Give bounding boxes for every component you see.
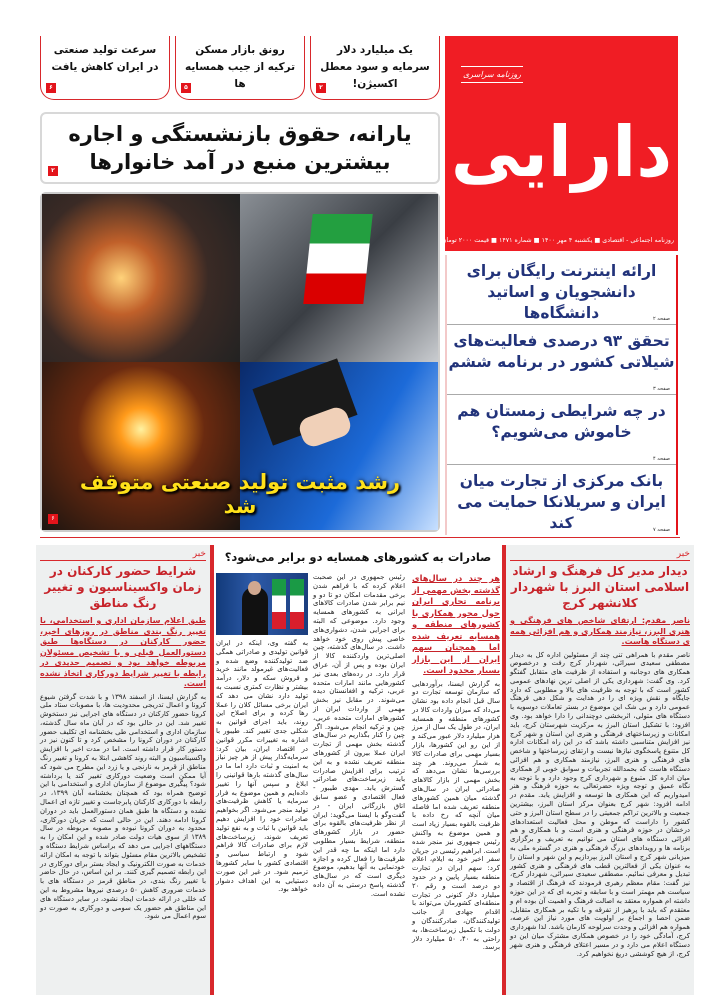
president-photo: [216, 573, 308, 635]
headline-text: بانک مرکزی از تجارت میان ایران و سریلانکا حمایت می کند: [457, 472, 666, 532]
page-number: ۲: [48, 166, 58, 176]
page-ref: صفحه ۲: [653, 316, 670, 322]
page-ref: صفحه ۴: [653, 456, 670, 462]
section-label: خبر: [510, 548, 690, 561]
teaser-title: سرعت تولید صنعتی در ایران کاهش یافت: [51, 44, 159, 73]
main-photo[interactable]: [40, 192, 440, 532]
headline-text: ارائه اینترنت رایگان برای دانشجویان و اساتید دانشگاه‌ها: [466, 262, 657, 322]
teaser-title: یک میلیارد دلار سرمایه و سود معطل اکسیژن!: [320, 44, 430, 90]
headline-text: در چه شرایطی زمستان هم خاموش می‌شویم؟: [457, 402, 666, 441]
article-lead: طبق اعلام سازمان اداری و استخدامی، با تغییر رنگ بندی مناطق در روزهای اخیر، حضور کارکنان در دستگاه‌ها طبق دستورالعمل قبلی و با تشخیص مسئولان مربوطه خواهد بود و تصمیم جدیدی در رابطه با تغییر شرایط دورکاری اتخاذ نشده است.: [40, 616, 206, 688]
article-lead: ناصر مقدم: ارتقای شاخص های فرهنگی و هنری البرز، نیازمند همکاری و هم افزائی همه ی دستگاه هاست.: [510, 616, 690, 646]
page-number: ۶: [48, 514, 58, 524]
article-body: به گزارش ایسنا، برآوردهایی که سازمان توسعه تجارت دو سال قبل انجام داده بود نشان می‌داد که میزان واردات کالا در کشورهای منطقه و همسایه ایران، در طول یک سال از مرز هزار میلیارد دلار عبور می‌کند و از این رو این کشورها، بازار بسیار مهمی برای صادرات کالا به شمار می‌روند. هر چند بررسی‌ها نشان می‌دهد که بخش مهمی از بازار کالاهای صادراتی ایران در سال‌های گذشته میان همین کشورهای منطقه تعریف شده اما فاصله میان آنچه که رخ داده با ظرفیت بالقوه بسیار زیاد است و همین موضوع به واکنش رئیس جمهوری نیز منجر شده است. ابراهیم رئیسی در جریان سفر اخیر خود به ایلام، اعلام کرد: سهم ایران در تجارت منطقه بسیار پایین و در حدود دو درصد است و رقم ۲۰ میلیارد دلار کنونی در تجارت منطقه‌ای کشورمان می‌تواند با اقدام جهادی از جانب تولیدکنندگان، صادرکنندگان و دولت با تکمیل زیرساخت‌ها، به راحتی به ۴۰، ۵۰ میلیارد دلار برسد.: [411, 679, 500, 952]
article-title[interactable]: صادرات به کشورهای همسایه دو برابر می‌شود؟: [224, 550, 492, 564]
article-title[interactable]: دیدار مدیر کل فرهنگ و ارشاد اسلامی استان البرز با شهردار کلانشهر کرج: [510, 564, 690, 610]
article-body: به گفته وی، اینکه در ایران قوانین تولیدی و صادراتی همگی ضد تولیدکننده وضع شده و فعالیت‌های غیرمولد مانند خرید و فروش سکه و دلار، درآمد بیشتر و نظارت کمتری نسبت به تولید دارد نشان می دهد که ایران برخی مسائل کلان را عملا رها کرده و برای اصلاح این روند، باید اجرای قوانین به شکلی جدی تغییر کند. طیبور با اشاره به تغییرات مکرر قوانین در اقتصاد ایران، بیان کرد: سرمایه‌گذار پیش از هر چیز نیاز به امنیت و ثبات دارد اما ما در سال‌های گذشته بارها قوانینی را ابلاغ و سپس آنها را تغییر داده‌ایم و همین موضوع به فرار سرمایه یا کاهش ظرفیت‌های تولید منجر می‌شود. اگر بخواهیم صادرات خود را افزایش دهیم باید قوانین با ثبات و به نفع تولید تعریف شوند، زیرساخت‌های لازم برای صادرات کالا فراهم شود و ارتباط سیاسی و اقتصادی کشور با سایر کشورها ترمیم شود. در غیر این صورت دستیابی به این اهداف دشوار خواهد بود.: [216, 639, 308, 894]
section-label: خبر: [40, 548, 206, 561]
article-body: ناصر مقدم با همراهی تنی چند از مسئولین اداره کل به دیدار مصطفی سعیدی سیرائی، شهردار کرج رفت و درخصوص همکاری های دوجانبه و استفاده از ظرفیت های متقابل گفتگو کرد. وی گفت: شهرداری یکی از اصلی ترین نهادهای عمومی کشور است که با توجه به ظرفیت های بالا و مطلوبی که دارد جایگاه و نقش ویژه ای را در هدایت و شکل دهی فرهنگ عمومی دارد و بی شک این موضوع در بستر تعاملات دوسویه با دستگاه های متولی، اثربخشی دوچندانی را دارا خواهد بود. وی افزود: با تشکیل استان البرز به مرکزیت شهرستان کرج، باید امکانات و زیرساختهای فرهنگی و هنری این استان و شهر کرج نیز افزایش متناسبی داشته باشد که در این راه امکانات اداره کل متنوع پاسخگوی نیازها نیست و ارتقای زیرساختها و شاخص های فرهنگی و هنری البرز، نیازمند همکاری و هم افزائی دستگاه هاست که بحمدالله تجربیات و سوابق خوبی از همکاری میان اداره کل متبوع و شهرداری کرج وجود دارد و با توجه به نگاه عمیق و توجه ویژه حضرتعالی به حوزه فرهنگ و هنر امیدواریم که این همکاری ها توسعه و افزایش یابد. مقدم در ادامه افزود: شهر کرج بعنوان مرکز استان البرز، بیشترین جمعیت و بالاترین تراکم جمعیتی را در سطح استان البرز و حتی کشور را داراست که موطن و محل فعالیت استعدادهای درخشان در حوزه فرهنگی و هنری است و با همکاری و هم افزائی دستگاه های استان می توانیم به تعریف و برگزاری برنامه ها و رویدادهای بزرگ فرهنگی و هنری در گستره ملی به میزبانی شهر کرج و استان البرز بپردازیم و این شهر و استان را به عنوان یکی از فعالترین قطب های فرهنگی و هنری کشور تبدیل و معرفی نمائیم. مصطفی سعیدی سیرائی، شهردار کرج، نیز گفت: مقام معظم رهبری فرمودند که فرهنگ از اقتصاد و سیاست هم مهمتر است و با سابقه و تجربه ای که در این حوزه داشته ام همواره معتقد به اصالت فرهنگ و اهمیت آن بوده ام و معتقدم که باید با پرهیز از تفرقه و با تکیه بر همکاری متقابل، ضمن احصا و اجماع بر اولویت های مورد نیاز این عرصه، همواره هم افزائی و وحدت سرلوحه کارمان باشد. لذا شهرداری کرج، آمادگی خود را در خصوص همکاری مشترک میان این دو دستگاه اعلام می دارد و در مسیر اعتلای فرهنگی و هنری شهر کرج، از هیچ کوششی دریغ نخواهیم کرد.: [510, 650, 690, 958]
masthead-logo: [441, 36, 678, 251]
page-ref: صفحه ۳: [653, 386, 670, 392]
newspaper-name: دارایی: [450, 111, 673, 193]
flag-image: [240, 194, 438, 362]
tagline: روزنامه سراسری: [461, 66, 523, 83]
teaser-3[interactable]: [40, 36, 170, 100]
issue-meta: روزنامه اجتماعی - اقتصادی ■ یکشنبه ۴ مهر ۱۴۰۰ ■ شماره ۱۴۷۱ ■ قیمت ۲۰۰۰ تومان: [441, 237, 674, 244]
page-ref: صفحه ۷: [653, 527, 670, 533]
headline-text: تحقق ۹۳ درصدی فعالیت‌های شیلاتی کشور در برنامه ششم: [448, 332, 675, 371]
article-title[interactable]: شرایط حضور کارکنان در زمان واکسیناسیون و تغییر رنگ مناطق: [44, 564, 202, 610]
article-body: به گزارش ایسنا، از اسفند ۱۳۹۸ و با شدت گرفتن شیوع کرونا و اعمال تدریجی محدودیت ها، با مصوبات ستاد ملی کرونا حضور کارکنان در دستگاه های اجرایی نیز دستخوش تغییر شد. این در حالی بود که در آبان ماه سال گذشته، سازمان اداری و استخدامی طی بخشنامه ای تکلیف حضور کارکنان در دوران کرونا را مشخص کرد و تا کنون نیز در دستور کار قرار داشته است. اما در مدت اخیر با افزایش واکسیناسیون و البته روند کاهشی ابتلا به کرونا و تغییر رنگ مناطق از قرمز به نارنجی و یا زرد این مطرح می شود که آیا ممکن است وضعیت دورکاری تغییر کند یا برداشته شود؟ پیگیری موضوع از سازمان اداری و استخدامی با این توضیح همراه بود که همچنان بخشنامه آبان ۱۳۹۹، در رابطه با دورکاری کارکنان پابرجاست و تغییر تازه ای اعمال نشده و دستگاه ها طبق همان دستورالعمل باید در دوران کرونا ادامه دهند. این در حالی است که جریان دورکاری، محدود به دوران کرونا نبوده و مصوبه مربوطه در سال ۱۳۸۹ از سوی هیات دولت صادر شده و این امکان را به دستگاههای اجرایی می دهد که براساس شرایط دستگاه و تشخیص بالاترین مقام مسئول بتواند با توجه به امکان ارائه خدمات به صورت الکترونیک و ایجاد بستر برای دورکاری در این رابطه تصمیم گیری کنند. بر این اساس، در حال حاضر با تغییر رنگ بندی، در مناطق قرمز در دستگاه های با خدمات ضروری کاهش ۵۰ درصدی نیروها مشروط به این که خللی در ارائه خدمات ایجاد نشود، در سایر دستگاه های این مناطق هم حضور یک سومی و دورکاری به صورت دو سوم اعمال می شود.: [40, 692, 207, 921]
side-headline[interactable]: [447, 325, 676, 395]
welding-image: [42, 194, 240, 362]
page-number: ۵: [181, 83, 191, 93]
lead-headline[interactable]: [40, 112, 440, 184]
lead-title: یارانه، حقوق بازنشستگی و اجاره بیشترین منبع در آمد خانوارها: [68, 122, 412, 174]
teaser-title: رونق بازار مسکن ترکیه از جیب همسایه ها: [184, 44, 296, 90]
page-number: ۶: [46, 83, 56, 93]
left-article: [36, 545, 214, 995]
page-number: ۲: [316, 83, 326, 93]
article-lead: هر چند در سال‌های گذشته بخش مهمی از برنامه تجاری ایران حول محور همکاری با کشورهای منطقه و همسایه تعریف شده اما همچنان سهم ایران از این بازار بسیار محدود است.: [412, 573, 500, 675]
side-headline[interactable]: [447, 255, 676, 325]
teaser-1[interactable]: [310, 36, 440, 100]
side-headlines: [445, 255, 678, 535]
side-headline[interactable]: [447, 465, 676, 535]
article-body: رئیس جمهوری در این صحبت اعلام کرده که با فراهم شدن برخی مقدمات امکان دو تا دو و نیم برابر شدن صادرات کالاهای ایرانی به کشورهای همسایه وجود دارد. موضوعی که البته برای اجرایی شدن، دشواری‌های خاصی پیش روی خود خواهد داشت. در سال‌های گذشته، چین اصلی‌ترین واردکننده کالا از ایران بوده و پس از آن، عراق قرار دارد. در رده‌های بعدی نیز کشورهایی مانند امارات متحده عربی، ترکیه و افغانستان دیده می‌شوند. در مقابل نیز بخش مهمی از واردات ایران از کشورهای امارات متحده عربی، چین و ترکیه انجام می‌شود. اگر چین را کنار بگذاریم در سال‌های گذشته بخش مهمی از تجارت ایران عملا بیرون از کشورهای منطقه تعریف نشده و به این ترتیب برای افزایش صادرات باید زیرساخت‌های صادراتی گسترش یابد. مهدی طیبور - فعال اقتصادی و عضو سابق اتاق بازرگانی ایران - در گفت‌وگو با ایسنا می‌گوید: ایران از نظر ظرفیت‌های بالقوه برای حضور در بازار کشورهای منطقه، شرایط بسیار مطلوبی دارد اما اینکه ما چه قدر این ظرفیت‌ها را فعال کرده و اجازه خودنمایی به آنها بدهیم، موضوع دیگری است که در سال‌های گذشته پاسخ درستی به آن داده نشده است.: [313, 573, 405, 898]
teaser-2[interactable]: [175, 36, 305, 100]
side-headline[interactable]: [447, 395, 676, 465]
right-article: [502, 545, 694, 995]
middle-article: [216, 545, 500, 995]
photo-caption: رشد مثبت تولید صنعتی متوقف شد: [79, 470, 401, 518]
divider: [40, 537, 680, 540]
